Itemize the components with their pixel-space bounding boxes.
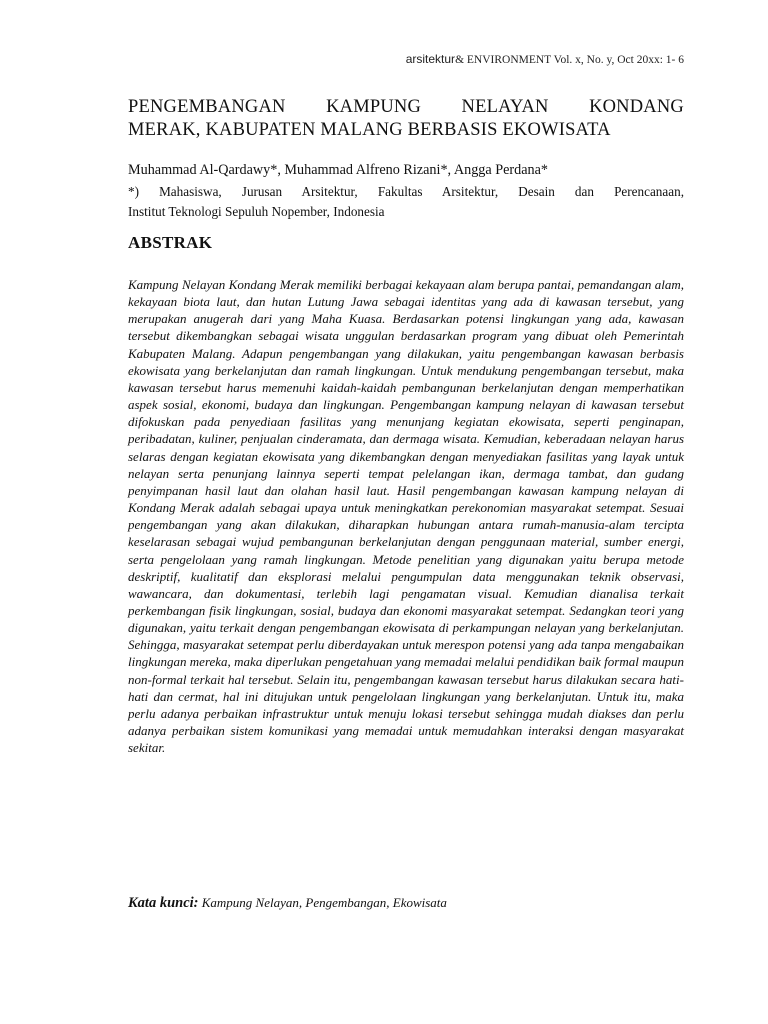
- paper-title-line-1: PENGEMBANGAN KAMPUNG NELAYAN KONDANG: [128, 97, 684, 117]
- affiliation-line-2: Institut Teknologi Sepuluh Nopember, Indonesia: [128, 203, 385, 219]
- journal-issue-info: & ENVIRONMENT Vol. x, No. y, Oct 20xx: 1- 6: [455, 54, 684, 66]
- keywords: [128, 894, 684, 912]
- abstract-body: Kampung Nelayan Kondang Merak memiliki berbagai kekayaan alam berupa pantai, pemandangan alam, kekayaan biota laut, dan hutan Lutung Jawa sebagai identitas yang ada di kawasan tersebut, yang merupakan anugerah dari yang Maha Kuasa. Berdasarkan potensi lingkungan yang ada, kawasan tersebut dikembangkan sebagai wisata unggulan berdasarkan program yang dibuat oleh Pemerintah Kabupaten Malang. Adapun pengembangan yang dilakukan, yaitu pengembangan kawasan berbasis ekowisata yang berkelanjutan dan ramah lingkungan. Untuk mendukung pengembangan tersebut, maka kawasan tersebut harus memenuhi kaidah-kaidah pembangunan berkelanjutan dengan memperhatikan aspek sosial, ekonomi, budaya dan lingkungan. Pengembangan kampung nelayan di kawasan tersebut difokuskan pada penyediaan fasilitas yang menunjang kegiatan ekowisata, seperti penginapan, peribadatan, kuliner, penjualan cinderamata, dan dermaga wisata. Kemudian, keberadaan nelayan harus selaras dengan kegiatan ekowisata yang dikembangkan dengan menyediakan fasilitas yang layak untuk nelayan serta penunjang lainnya seperti tempat pelelangan ikan, dermaga tambat, dan gudang penyimpanan hasil laut dan olahan hasil laut. Hasil pengembangan kawasan kampung nelayan di Kondang Merak adalah sebagai upaya untuk meningkatkan perekonomian masyarakat setempat. Sesuai pengembangan yang akan dilakukan, diharapkan hubungan antara rumah-manusia-alam tercipta keselarasan sebagai wujud pembangunan berkelanjutan dengan penggunaan material, sumber energi, serta pengelolaan yang ramah lingkungan. Metode penelitian yang digunakan yaitu berupa metode deskriptif, kualitatif dan eksplorasi melalui pengumpulan data menggunakan teknik observasi, wawancara, dan dokumentasi, terlebih lagi pengamatan visual. Kemudian dianalisa terkait perkembangan fisik lingkungan, sosial, budaya dan ekonomi masyarakat setempat. Sedangkan teori yang digunakan, yaitu terkait dengan pengembangan ekowisata di perkampungan nelayan yang berkelanjutan. Sehingga, masyarakat setempat perlu diberdayakan untuk merespon potensi yang ada tanpa mengabaikan lingkungan mereka, maka diperlukan pengetahuan yang memadai melalui pendidikan baik formal maupun non-formal terkait hal tersebut. Selain itu, pengembangan kawasan tersebut harus dilakukan secara hati-hati dan cermat, hal ini ditujukan untuk pengelolaan lingkungan yang berkelanjutan. Untuk itu, maka perlu adanya perbaikan infrastruktur untuk menuju lokasi tersebut sehingga mudah diakses dan perlu adanya perbaikan sistem komunikasi yang memadai untuk memudahkan interaksi dengan masyarakat sekitar.: [128, 277, 684, 756]
- paper-title: [128, 96, 684, 142]
- abstract-heading: ABSTRAK: [128, 233, 213, 252]
- keywords-text: Kampung Nelayan, Pengembangan, Ekowisata: [201, 895, 447, 910]
- author-list: Muhammad Al-Qardawy*, Muhammad Alfreno Rizani*, Angga Perdana*: [128, 162, 549, 178]
- author-affiliation: [128, 182, 684, 221]
- paper-title-line-2: MERAK, KABUPATEN MALANG BERBASIS EKOWISATA: [128, 120, 611, 140]
- affiliation-line-1: *) Mahasiswa, Jurusan Arsitektur, Fakultas Arsitektur, Desain dan Perencanaan,: [128, 184, 684, 199]
- keywords-label: Kata kunci:: [128, 895, 199, 911]
- journal-name: arsitektur: [405, 52, 456, 66]
- running-header: [406, 52, 684, 66]
